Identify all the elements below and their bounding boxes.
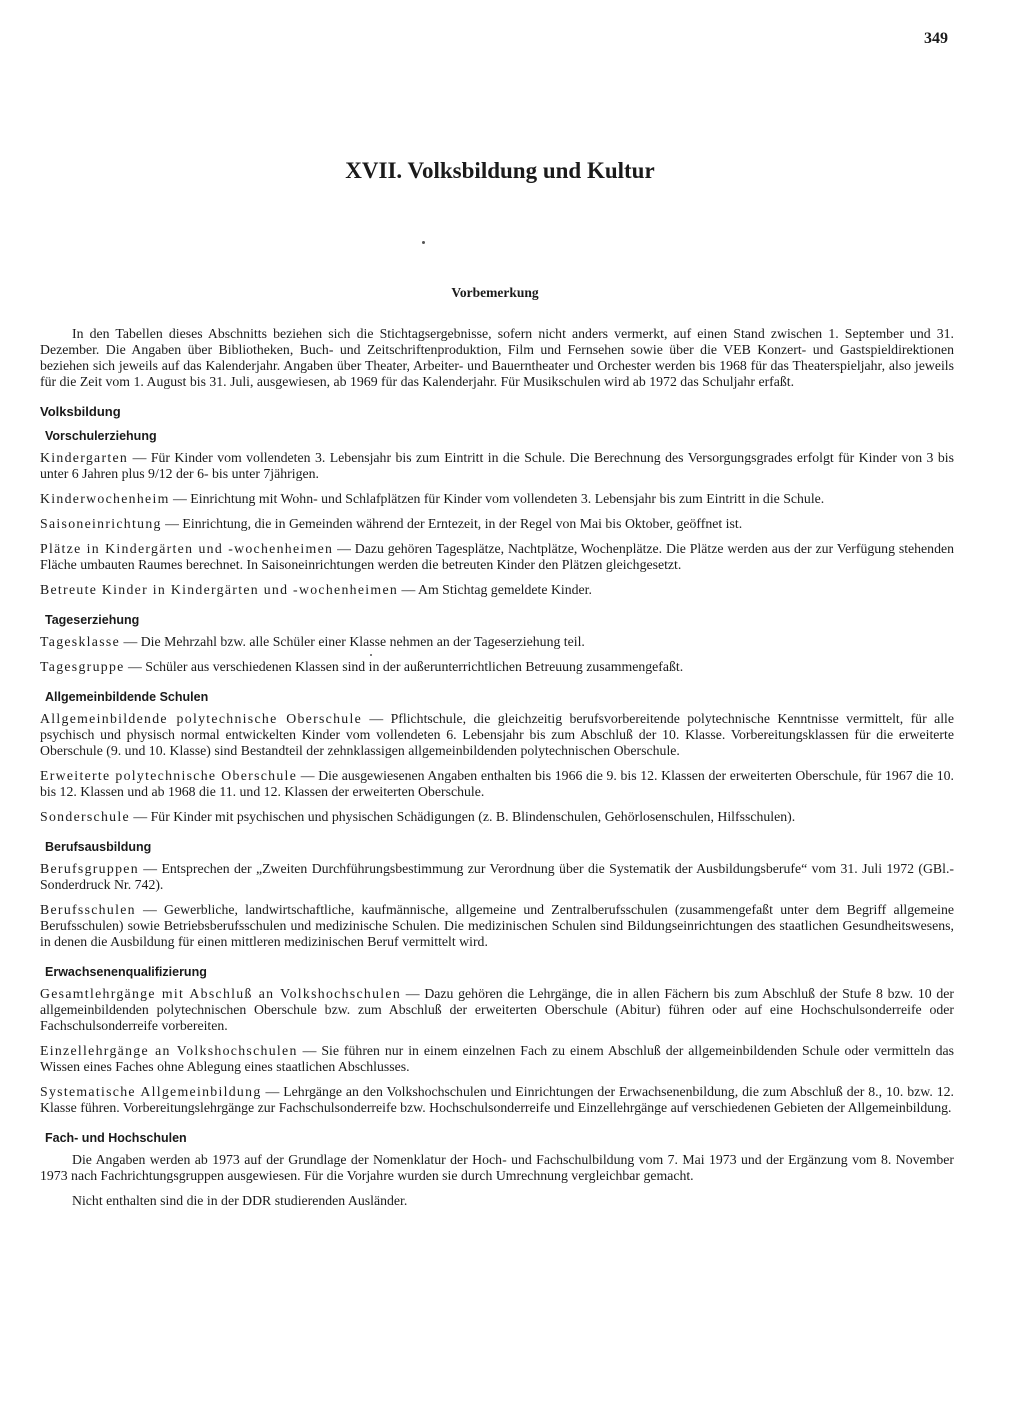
definition-entry xyxy=(40,659,954,675)
definition-text: — Sie führen nur in einem einzelnen Fach zu einem Abschluß der allgemeinbildenden Schule oder vermitteln das Wissen eines Faches ohne Ablegung eines staatlichen Abschlusses. xyxy=(40,1043,954,1074)
definition-term: Sonderschule xyxy=(40,809,130,824)
section-heading-volksbildung: Volksbildung xyxy=(40,404,121,419)
definition-text: — Einrichtung, die in Gemeinden während der Erntezeit, in der Regel von Mai bis Oktober, geöffnet ist. xyxy=(161,516,743,531)
definition-entry xyxy=(40,711,954,759)
definition-term: Tagesgruppe xyxy=(40,659,125,674)
definition-entry xyxy=(40,902,954,950)
definition-entry xyxy=(40,450,954,482)
definition-term: Saisoneinrichtung xyxy=(40,516,162,531)
page-content xyxy=(40,326,954,1209)
definition-term: Kindergarten xyxy=(40,450,129,465)
definition-text: — Lehrgänge an den Volkshochschulen und Einrichtungen der Erwachsenenbildung, die zum Abschluß der 8., 10. bzw. 12. Klasse führen. Vorbereitungslehrgänge zur Fachschulsonderreife bzw. Hochschulsonderreife und Einzellehrgänge auf verschiedenen Gebieten der Allgemeinbildung. xyxy=(40,1084,954,1115)
definition-term: Gesamtlehrgänge mit Abschluß an Volkshochschulen xyxy=(40,986,402,1001)
definition-text: — Die Mehrzahl bzw. alle Schüler einer Klasse nehmen an der Tageserziehung teil. xyxy=(120,634,585,649)
definition-text: — Am Stichtag gemeldete Kinder. xyxy=(398,582,592,597)
page-number: 349 xyxy=(924,30,948,47)
definition-text: — Einrichtung mit Wohn- und Schlafplätzen für Kinder vom vollendeten 3. Lebensjahr bis zum Eintritt in die Schule. xyxy=(169,491,825,506)
definition-term: Berufsgruppen xyxy=(40,861,139,876)
definition-term: Berufsschulen xyxy=(40,902,136,917)
definition-term: Erweiterte polytechnische Oberschule xyxy=(40,768,298,783)
subheading-berufsausbildung: Berufsausbildung xyxy=(45,840,152,854)
definition-term: Systematische Allgemeinbildung xyxy=(40,1084,262,1099)
definition-term: Allgemeinbildende polytechnische Oberschule xyxy=(40,711,363,726)
definition-entry xyxy=(40,1084,954,1116)
page-title: XVII. Volksbildung und Kultur xyxy=(345,158,655,183)
definition-text: — Dazu gehören Tagesplätze, Nachtplätze, Wochenplätze. Die Plätze werden aus der zur Verfügung stehenden Fläche umbauten Raumes berechnet. In Saisoneinrichtungen werden die betreuten Kinder den Plätzen gleichgesetzt. xyxy=(40,541,954,572)
subheading-erwachsenenqualifizierung: Erwachsenenqualifizierung xyxy=(45,965,207,979)
definition-entry xyxy=(40,768,954,800)
definition-text: — Dazu gehören die Lehrgänge, die in allen Fächern bis zum Abschluß der Stufe 8 bzw. 10 der allgemeinbildenden polytechnischen Oberschule bzw. zum Abschluß der erweiterten Oberschule (Abitur) führen oder auf eine Hochschulsonderreife oder Fachschulsonderreife vorbereiten. xyxy=(40,986,954,1033)
definition-text: — Für Kinder vom vollendeten 3. Lebensjahr bis zum Eintritt in die Schule. Die Berechnung des Versorgungsgrades erfolgt für Kinder von 3 bis unter 6 Jahren plus 9/12 der 6- bis unter 7jährigen. xyxy=(40,450,954,481)
definition-text: — Gewerbliche, landwirtschaftliche, kaufmännische, allgemeine und Zentralberufsschulen (zusammengefaßt unter dem Begriff allgemeine Berufsschulen) sowie Betriebsberufsschulen und medizinische Schulen. Die medizinischen Schulen sind Bildungseinrichtungen des staatlichen Gesundheitswesens, in denen die Ausbildung für einen mittleren medizinischen Beruf vermittelt wird. xyxy=(40,902,954,949)
definition-entry xyxy=(40,809,954,825)
intro-paragraph: In den Tabellen dieses Abschnitts beziehen sich die Stichtagsergebnisse, sofern nicht anders vermerkt, auf einen Stand zwischen 1. September und 31. Dezember. Die Angaben über Bibliotheken, Buch- und Zeitschriftenproduktion, Film und Fernsehen sowie über die VEB Konzert- und Gastspieldirektionen beziehen sich jeweils auf das Kalenderjahr. Angaben über Theater, Arbeiter- und Bauerntheater und Orchester werden bis 1968 für das Theaterspieljahr, also jeweils für die Zeit vom 1. August bis 31. Juli, ausgewiesen, ab 1969 für das Kalenderjahr. Für Musikschulen wird ab 1972 das Schuljahr erfaßt. xyxy=(40,326,954,389)
definition-entry xyxy=(40,541,954,573)
speck-mark xyxy=(422,241,425,244)
definition-term: Tagesklasse xyxy=(40,634,120,649)
definition-entry xyxy=(40,516,954,532)
subheading-tageserziehung: Tageserziehung xyxy=(45,613,140,627)
preface-heading: Vorbemerkung xyxy=(451,285,539,300)
definition-entry xyxy=(40,491,954,507)
definition-term: Einzellehrgänge an Volkshochschulen xyxy=(40,1043,298,1058)
definition-term: Kinderwochenheim xyxy=(40,491,170,506)
body-paragraph: Die Angaben werden ab 1973 auf der Grundlage der Nomenklatur der Hoch- und Fachschulbildung vom 7. Mai 1973 und der Ergänzung vom 8. November 1973 nach Fachrichtungsgruppen ausgewiesen. Für die Vorjahre wurden sie durch Umrechnung vergleichbar gemacht. xyxy=(40,1152,954,1183)
subheading-fach-und-hochschulen: Fach- und Hochschulen xyxy=(45,1131,187,1145)
subheading-vorschulerziehung: Vorschulerziehung xyxy=(45,429,157,443)
definition-entry xyxy=(40,861,954,893)
definition-term: Betreute Kinder in Kindergärten und -wochenheimen xyxy=(40,582,399,597)
definition-entry xyxy=(40,582,954,598)
definition-term: Plätze in Kindergärten und -wochenheimen xyxy=(40,541,334,556)
definition-text: — Entsprechen der „Zweiten Durchführungsbestimmung zur Verordnung über die Systematik der Ausbildungsberufe“ vom 31. Juli 1972 (GBl.-Sonderdruck Nr. 742). xyxy=(40,861,954,892)
definition-text: — Pflichtschule, die gleichzeitig berufsvorbereitende polytechnische Kenntnisse vermittelt, für alle psychisch und physisch normal entwickelten Kinder vom vollendeten 6. Lebensjahr bis zum Abschluß der 10. Klasse. Vorbereitungsklassen für die erweiterte Oberschule (9. und 10. Klasse) sind Bestandteil der zehnklassigen allgemeinbildenden polytechnischen Oberschule. xyxy=(40,711,954,758)
definition-text: — Schüler aus verschiedenen Klassen sind in der außerunterrichtlichen Betreuung zusammengefaßt. xyxy=(124,659,684,674)
definition-text: — Die ausgewiesenen Angaben enthalten bis 1966 die 9. bis 12. Klassen der erweiterten Oberschule, für 1967 die 10. bis 12. Klassen und ab 1968 die 11. und 12. Klassen der erweiterten Oberschule. xyxy=(40,768,955,799)
definition-text: — Für Kinder mit psychischen und physischen Schädigungen (z. B. Blindenschulen, Gehörlosenschulen, Hilfsschulen). xyxy=(129,809,796,824)
body-paragraph: Nicht enthalten sind die in der DDR studierenden Ausländer. xyxy=(72,1193,408,1208)
subheading-allgemeinbildende-schulen: Allgemeinbildende Schulen xyxy=(45,690,209,704)
definition-entry xyxy=(40,986,954,1034)
definition-entry xyxy=(40,1043,954,1075)
definition-entry xyxy=(40,634,954,650)
